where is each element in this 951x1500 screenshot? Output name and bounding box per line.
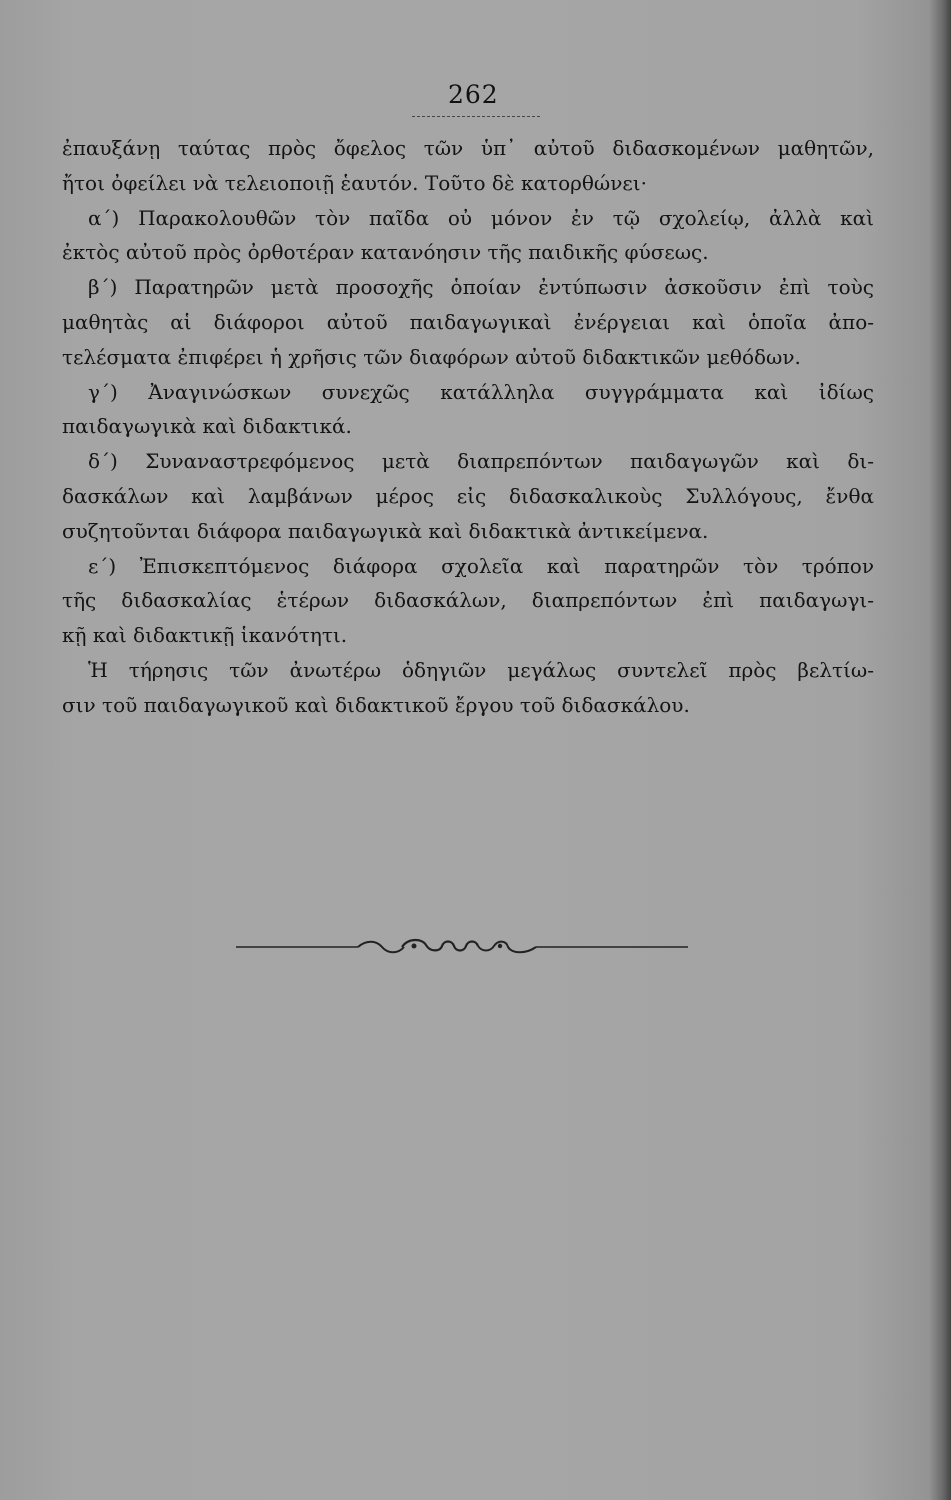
text-line: β΄) Παρατηρῶν μετὰ προσοχῆς ὁποίαν ἐντύπωσιν ἀσκοῦσιν ἐπὶ τοὺς [88, 275, 874, 300]
text-line: α΄) Παρακολουθῶν τὸν παῖδα οὐ μόνον ἐν τῷ σχολείῳ, ἀλλὰ καὶ [88, 205, 874, 230]
text-line: ἐπαυξάνῃ ταύτας πρὸς ὄφελος τῶν ὑπ᾽ αὐτοῦ διδασκομένων μαθητῶν, [62, 136, 874, 160]
text-line: σιν τοῦ παιδαγωγικοῦ καὶ διδακτικοῦ ἔργου τοῦ διδασκάλου. [62, 692, 690, 717]
text-line: τελέσματα ἐπιφέρει ἡ χρῆσις τῶν διαφόρων αὐτοῦ διδακτικῶν μεθόδων. [62, 344, 801, 369]
text-line: ε΄) Ἐπισκεπτόμενος διάφορα σχολεῖα καὶ παρατηρῶν τὸν τρόπον [88, 553, 874, 578]
flourish-ornament-icon [236, 936, 688, 958]
header-rule [412, 116, 540, 117]
text-line: δ΄) Συναναστρεφόμενος μετὰ διαπρεπόντων παιδαγωγῶν καὶ δι- [88, 449, 874, 474]
text-line: Ἡ τήρησις τῶν ἀνωτέρω ὁδηγιῶν μεγάλως συντελεῖ πρὸς βελτίω- [88, 657, 874, 682]
text-line: παιδαγωγικὰ καὶ διδακτικά. [62, 414, 352, 439]
text-line: ἤτοι ὀφείλει νὰ τελειοποιῇ ἑαυτόν. Τοῦτο δὲ κατορθώνει· [62, 170, 647, 195]
text-line: μαθητὰς αἱ διάφοροι αὐτοῦ παιδαγωγικαὶ ἐνέργειαι καὶ ὁποῖα ἀπο- [62, 309, 874, 334]
text-line: τῆς διδασκαλίας ἑτέρων διδασκάλων, διαπρεπόντων ἐπὶ παιδαγωγι- [62, 588, 874, 613]
page-binding-shadow [929, 0, 951, 1500]
text-line: κῇ καὶ διδακτικῇ ἱκανότητι. [62, 623, 348, 648]
text-line: δασκάλων καὶ λαμβάνων μέρος εἰς διδασκαλικοὺς Συλλόγους, ἔνθα [62, 483, 874, 508]
body-text [62, 131, 874, 723]
text-line: γ΄) Ἀναγινώσκων συνεχῶς κατάλληλα συγγράμματα καὶ ἰδίως [88, 379, 874, 404]
text-line: ἐκτὸς αὐτοῦ πρὸς ὀρθοτέραν κατανόησιν τῆς παιδικῆς φύσεως. [62, 240, 709, 265]
page-number: 262 [448, 80, 499, 109]
text-line: συζητοῦνται διάφορα παιδαγωγικὰ καὶ διδακτικὰ ἀντικείμενα. [62, 518, 709, 543]
